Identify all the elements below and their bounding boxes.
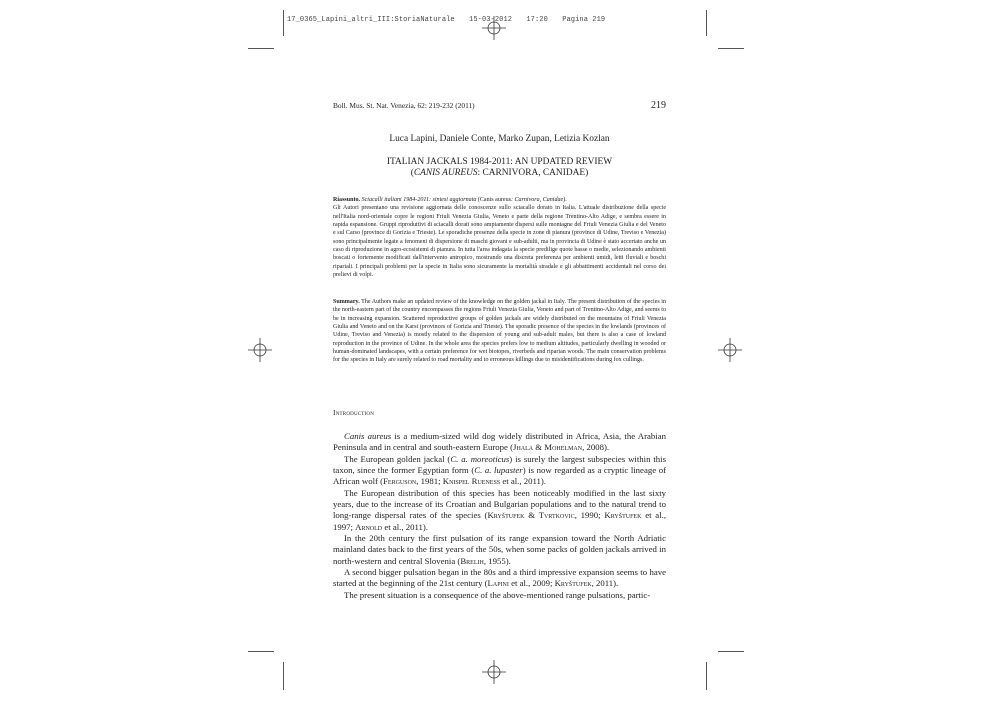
citation-author: Kryštufek <box>604 510 642 521</box>
riassunto-abstract <box>333 196 666 279</box>
title-species: CANIS AUREUS <box>413 168 478 178</box>
text-run: ) is now regarded as a cryptic lineage of African wolf ( <box>333 465 666 487</box>
citation-author: Ferguson <box>383 476 417 487</box>
registration-mark-right <box>718 338 742 362</box>
crop-mark <box>283 662 284 690</box>
summary-text: The Authors make an updated review of the knowledge on the golden jackal in Italy. The present distribution of the species in the north-eastern part of the country encompasses the regions Friuli Venezia Giulia, Veneto and part of Trentino-Alto Adige, and seems to be in increasing expansion. Scattered reproductive groups of golden jackals are widely distributed on the mountains of Friuli Venezia Giulia and Veneto and on the Karst (provinces of Gorizia and Trieste). The sporadic presence of the species in the lowlands (provinces of Udine, Treviso and Venezia) is mostly related to the dispersion of young and sub-adult males, but there is also a case of lowland reproduction in the province of Udine. In the whole area the species prefers low to medium altitudes, particularly dwelling in wooded or human-dominated landscapes, with a certain preference for wet biotopes, riverbeds and riparian woods. The main conservation problems for the species in Italy are surely related to road mortality and to erroneous killings due to misidentifications during fox cullings. <box>333 299 666 364</box>
paragraph <box>333 533 666 567</box>
paragraph <box>333 454 666 488</box>
paragraph <box>333 431 666 454</box>
citation-author: Kryštufek <box>554 578 592 589</box>
body-text <box>333 431 666 601</box>
citation-author: Jhala & Mohelman <box>513 442 583 453</box>
registration-mark-left <box>248 338 272 362</box>
text-run: et al., 1997; <box>333 510 667 532</box>
print-slug-line <box>287 16 615 24</box>
page-number: 219 <box>651 100 666 111</box>
slug-time: 17:20 <box>526 16 548 24</box>
text-run: , 1981; <box>416 476 443 487</box>
introduction-heading: Introduction <box>333 408 375 417</box>
paragraph <box>333 488 666 533</box>
text-run: , 1955). <box>483 555 511 566</box>
riassunto-title: Sciacalli italiani 1984-2011: sintesi aggiornata <box>361 197 477 203</box>
text-run: et al., 2009; <box>508 578 555 589</box>
author-list: Luca Lapini, Daniele Conte, Marko Zupan, Letizia Kozlan <box>389 134 610 144</box>
species-name: C. a. lupaster <box>474 465 523 476</box>
riassunto-paren: (Canis aureus <box>476 197 511 203</box>
crop-mark <box>718 48 744 49</box>
title-line-1: ITALIAN JACKALS 1984-2011: AN UPDATED REVIEW <box>386 157 613 167</box>
title-line-2 <box>333 168 666 179</box>
riassunto-paren-italic: : Carnivora, Canidae <box>510 197 564 203</box>
text-run: is a medium-sized wild dog widely distributed in Africa, Asia, the Arabian Peninsula and in central and south-eastern Europe ( <box>333 431 666 453</box>
text-run: In the 20th century the first pulsation of its range expansion toward the North Adriatic mainland dates back to the first years of the 50s, when some packs of golden jackals arrived in north-western and central Slovenia ( <box>333 533 666 566</box>
registration-mark-top <box>482 16 506 40</box>
citation-author: Kryštufek & Tvrtkovic <box>487 510 575 521</box>
title-taxonomy: : CARNIVORA, CANIDAE) <box>477 168 589 178</box>
text-run: The European golden jackal ( <box>344 453 451 464</box>
article-title <box>333 157 666 179</box>
slug-filename: 17_0365_Lapini_altri_III:StoriaNaturale <box>287 16 455 24</box>
text-run: The European distribution of this species has been noticeably modified in the last sixty years, due to the increase of its Croatian and Bulgarian populations and to the natural trend to long-range dispersal rates of the species ( <box>333 487 666 521</box>
citation-author: Knispel Rueness <box>442 476 501 487</box>
summary-label: Summary. <box>333 299 360 305</box>
citation-author: Arnold <box>355 521 383 532</box>
crop-mark <box>706 662 707 690</box>
slug-date: 15-03-2012 <box>469 16 513 24</box>
text-run: et al., 2011). <box>500 476 546 487</box>
journal-citation: Boll. Mus. St. Nat. Venezia, 62: 219-232 (2011) <box>333 101 475 110</box>
summary-abstract <box>333 298 666 365</box>
riassunto-paren-close: ). <box>563 197 567 203</box>
riassunto-label: Riassunto. <box>333 197 361 203</box>
species-name: Canis aureus <box>344 431 392 441</box>
crop-mark <box>248 651 274 652</box>
paragraph <box>333 567 666 590</box>
riassunto-text: Gli Autori presentano una revisione aggiornata delle conoscenze sullo sciacallo dorato in Italia. L'attuale distribuzione della specie nell'Italia nord-orientale copre le regioni Friuli Venezia Giulia, Veneto e parte della regione Trentino-Alto Adige, e sembra essere in rapida espansione. Gruppi riproduttivi di sciacalli dorati sono ampiamente dispersi sulle montagne del Friuli Venezia Giulia e del Veneto e sul Carso (province di Gorizia e Trieste). Le sporadiche presenze della specie in zone di pianura (province di Udine, Treviso e Venezia) sono principalmente legate a fenomeni di dispersione di maschi giovani e sub-adulti, ma in provincia di Udine è stato accertato anche un caso di riproduzione in agro-ecosistemi di pianura. In tutta l'area indagata la specie predilige quote basse o medie, selezionando ambienti boscati o fortemente modificati dall'intervento antropico, mostrando una discreta preferenza per ambienti umidi, letti fluviali e boschi ripariali. I principali problemi per la specie in Italia sono sicuramente la mortalità stradale e gli abbattimenti accidentali nel corso dei prelievi di volpi. <box>333 205 666 279</box>
crop-mark <box>248 48 274 49</box>
text-run: ) is surely the largest subspecies within this taxon, since the former Egyptian form ( <box>333 453 666 476</box>
text-run: , 2011). <box>591 578 619 589</box>
text-run: et al., 2011). <box>382 521 428 532</box>
citation-author: Lapini <box>487 578 509 589</box>
text-run: A second bigger pulsation began in the 80s and a third impressive expansion seems to have started at the beginning of the 21st century ( <box>333 567 666 589</box>
crop-mark <box>283 10 284 36</box>
text-run: , 1990; <box>574 510 605 521</box>
citation-author: Brelih <box>460 555 484 566</box>
species-name: C. a. moreoticus <box>450 453 510 464</box>
text-run: The present situation is a consequence of the above-mentioned range pulsations, partic- <box>344 589 651 600</box>
running-header <box>333 100 666 111</box>
registration-mark-bottom <box>482 660 506 684</box>
title-paren: ( <box>410 168 414 178</box>
text-run: , 2008). <box>582 442 610 453</box>
slug-page-label: Pagina 219 <box>562 16 606 24</box>
crop-mark <box>718 651 744 652</box>
crop-mark <box>706 10 707 36</box>
paragraph <box>333 590 666 601</box>
